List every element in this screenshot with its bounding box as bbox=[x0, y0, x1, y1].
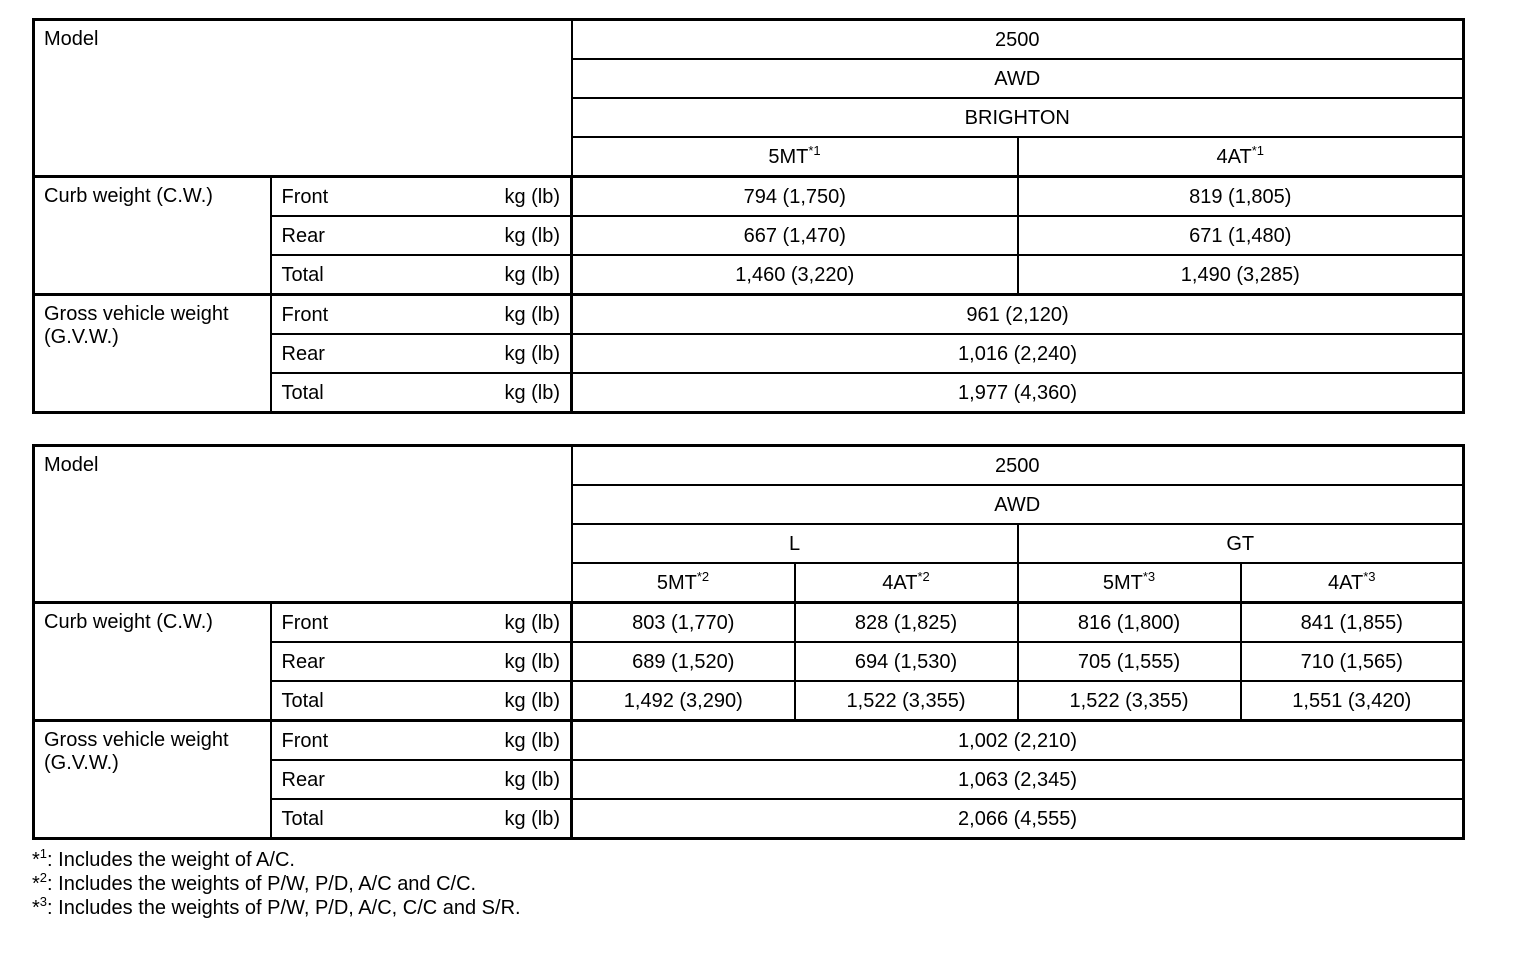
footnote-3: *$^3$: Includes the weights of P/W, P/D, A/C, C/C and S/R. bbox=[32, 894, 521, 919]
model-header: Model bbox=[34, 446, 572, 603]
table-cell: 667 (1,470) bbox=[572, 216, 1018, 255]
table-cell: 2,066 (4,555) bbox=[572, 799, 1464, 839]
table-cell: 1,977 (4,360) bbox=[572, 373, 1464, 413]
row-label: Rear kg (lb) bbox=[271, 642, 572, 681]
row-label: Total kg (lb) bbox=[271, 681, 572, 721]
table-cell: 671 (1,480) bbox=[1018, 216, 1464, 255]
grade-header: L bbox=[572, 524, 1018, 563]
table-cell: 705 (1,555) bbox=[1018, 642, 1241, 681]
table-cell: 819 (1,805) bbox=[1018, 177, 1464, 217]
row-label: Total kg (lb) bbox=[271, 255, 572, 295]
drive-header: AWD bbox=[572, 485, 1464, 524]
transmission-header: 5MT$^{*3}$ bbox=[1018, 563, 1241, 603]
grade-header: BRIGHTON bbox=[572, 98, 1464, 137]
transmission-header: 4AT$^{*1}$ bbox=[1018, 137, 1464, 177]
table-cell: 794 (1,750) bbox=[572, 177, 1018, 217]
row-label: Rear kg (lb) bbox=[271, 334, 572, 373]
transmission-header: 5MT$^{*1}$ bbox=[572, 137, 1018, 177]
grade-header: GT bbox=[1018, 524, 1464, 563]
row-label: Front kg (lb) bbox=[271, 721, 572, 761]
table-cell: 1,016 (2,240) bbox=[572, 334, 1464, 373]
table-cell: 689 (1,520) bbox=[572, 642, 795, 681]
engine-header: 2500 bbox=[572, 446, 1464, 486]
curb-weight-label: Curb weight (C.W.) bbox=[34, 603, 271, 721]
weight-table-brighton bbox=[32, 18, 1465, 414]
table-cell: 803 (1,770) bbox=[572, 603, 795, 643]
curb-weight-label: Curb weight (C.W.) bbox=[34, 177, 271, 295]
row-label: Rear kg (lb) bbox=[271, 216, 572, 255]
gvw-label: Gross vehicle weight (G.V.W.) bbox=[34, 721, 271, 839]
model-header: Model bbox=[34, 20, 572, 177]
transmission-header: 5MT$^{*2}$ bbox=[572, 563, 795, 603]
table-cell: 1,551 (3,420) bbox=[1241, 681, 1464, 721]
table-cell: 1,492 (3,290) bbox=[572, 681, 795, 721]
row-label: Front kg (lb) bbox=[271, 603, 572, 643]
table-cell: 828 (1,825) bbox=[795, 603, 1018, 643]
row-label: Total kg (lb) bbox=[271, 799, 572, 839]
table-cell: 1,522 (3,355) bbox=[795, 681, 1018, 721]
footnote-1: *$^1$: Includes the weight of A/C. bbox=[32, 846, 295, 871]
row-label: Total kg (lb) bbox=[271, 373, 572, 413]
table-row bbox=[34, 295, 1464, 335]
table-cell: 816 (1,800) bbox=[1018, 603, 1241, 643]
table-cell: 961 (2,120) bbox=[572, 295, 1464, 335]
row-label: Front kg (lb) bbox=[271, 177, 572, 217]
table-cell: 1,522 (3,355) bbox=[1018, 681, 1241, 721]
table-cell: 1,490 (3,285) bbox=[1018, 255, 1464, 295]
footnotes bbox=[32, 848, 521, 920]
footnote-2: *$^2$: Includes the weights of P/W, P/D, A/C and C/C. bbox=[32, 870, 477, 895]
table-cell: 1,460 (3,220) bbox=[572, 255, 1018, 295]
drive-header: AWD bbox=[572, 59, 1464, 98]
weight-table-l-gt bbox=[32, 444, 1465, 840]
gvw-label: Gross vehicle weight (G.V.W.) bbox=[34, 295, 271, 413]
table-cell: 694 (1,530) bbox=[795, 642, 1018, 681]
table-cell: 1,002 (2,210) bbox=[572, 721, 1464, 761]
transmission-header: 4AT$^{*2}$ bbox=[795, 563, 1018, 603]
table-cell: 710 (1,565) bbox=[1241, 642, 1464, 681]
table-cell: 841 (1,855) bbox=[1241, 603, 1464, 643]
row-label: Front kg (lb) bbox=[271, 295, 572, 335]
table-row bbox=[34, 721, 1464, 761]
table-cell: 1,063 (2,345) bbox=[572, 760, 1464, 799]
engine-header: 2500 bbox=[572, 20, 1464, 60]
table-row bbox=[34, 603, 1464, 643]
transmission-header: 4AT$^{*3}$ bbox=[1241, 563, 1464, 603]
row-label: Rear kg (lb) bbox=[271, 760, 572, 799]
table-row bbox=[34, 177, 1464, 217]
